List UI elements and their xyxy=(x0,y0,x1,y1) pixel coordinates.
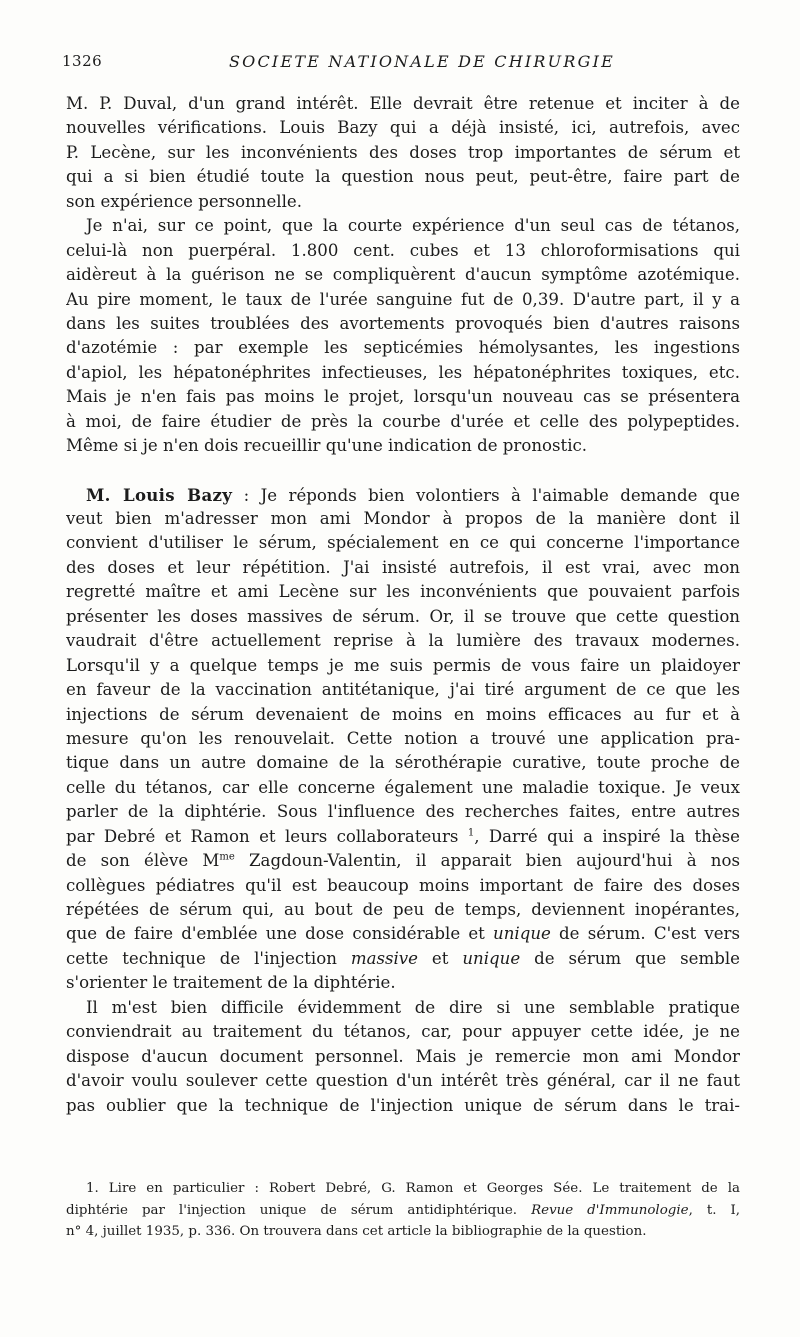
text-line: celui-là non puerpéral. 1.800 cent. cubes et 13 chloroformisations qui xyxy=(66,240,740,260)
journal-title: Revue d'Immunologie xyxy=(531,1202,689,1218)
text-fragment: : Je réponds bien volontiers à l'aimable demande que xyxy=(232,485,740,505)
text-line: d'avoir voulu soulever cette question d'un intérêt très général, car il ne faut xyxy=(66,1071,740,1091)
emphasis: massive xyxy=(350,948,418,968)
text-fragment: de son élève M xyxy=(66,851,220,871)
text-line: d'apiol, les hépatonéphrites infectieuses, les hépatonéphrites toxiques, etc. xyxy=(66,362,740,382)
text-line xyxy=(66,849,740,873)
paragraph-gap xyxy=(66,459,740,483)
text-line: Même si je n'en dois recueillir qu'une indication de pronostic. xyxy=(66,436,588,456)
text-line: M. P. Duval, d'un grand intérêt. Elle devrait être retenue et inciter à de xyxy=(66,94,740,113)
text-line: s'orienter le traitement de la diphtérie. xyxy=(66,973,396,993)
text-line: répétées de sérum qui, au bout de peu de temps, deviennent inopérantes, xyxy=(66,900,740,919)
text-line: Lorsqu'il y a quelque temps je me suis permis de vous faire un plaidoyer xyxy=(66,655,740,675)
text-fragment: de sérum que semble xyxy=(520,948,740,968)
text-fragment: par Debré et Ramon et leurs collaborateurs xyxy=(66,826,468,846)
footnote-line xyxy=(66,1200,740,1222)
text-fragment: cette technique de l'injection xyxy=(66,948,351,968)
text-line: tique dans un autre domaine de la sérothérapie curative, toute proche de xyxy=(66,753,740,773)
text-line: présenter les doses massives de sérum. Or, il se trouve que cette question xyxy=(66,606,740,626)
page-header xyxy=(62,52,742,76)
text-line: des doses et leur répétition. J'ai insisté autrefois, il est vrai, avec mon xyxy=(66,557,740,577)
footnote-line: 1. Lire en particulier : Robert Debré, G. Ramon et Georges Sée. Le traitement de la xyxy=(86,1181,740,1196)
text-line: veut bien m'adresser mon ami Mondor à propos de la manière dont il xyxy=(66,509,740,528)
text-line: qui a si bien étudié toute la question nous peut, peut-être, faire part de xyxy=(66,167,740,187)
text-fragment: , t. I, xyxy=(688,1202,740,1218)
speaker-name: M. Louis Bazy xyxy=(86,484,233,505)
text-line: Je n'ai, sur ce point, que la courte expérience d'un seul cas de tétanos, xyxy=(86,216,740,236)
text-fragment: que de faire d'emblée une dose considérable et xyxy=(66,924,494,944)
text-line: nouvelles vérifications. Louis Bazy qui a déjà insisté, ici, autrefois, avec xyxy=(66,118,740,138)
footnote-line: n° 4, juillet 1935, p. 336. On trouvera dans cet article la bibliographie de la question. xyxy=(66,1224,647,1239)
text-fragment: Zagdoun-Valentin, il apparait bien aujourd'hui à nos xyxy=(234,851,740,871)
text-fragment: diphtérie par l'injection unique de sérum antidiphtérique. xyxy=(66,1202,532,1218)
text-line: son expérience personnelle. xyxy=(66,191,303,211)
text-line: convient d'utiliser le sérum, spécialement en ce qui concerne l'importance xyxy=(66,533,740,553)
text-line: Mais je n'en fais pas moins le projet, lorsqu'un nouveau cas se présentera xyxy=(66,387,740,407)
text-line: Il m'est bien difficile évidemment de dire si une semblable pratique xyxy=(86,997,740,1017)
text-line: celle du tétanos, car elle concerne également une maladie toxique. Je veux xyxy=(66,777,740,797)
page-number: 1326 xyxy=(62,52,103,70)
text-fragment: de sérum. C'est vers xyxy=(550,924,740,944)
text-line xyxy=(66,947,740,971)
body-text xyxy=(66,92,740,1118)
text-line: aidèreut à la guérison ne se compliquèrent d'aucun symptôme azotémique. xyxy=(66,265,740,285)
footnote-marker: 1 xyxy=(467,827,475,839)
text-line: Au pire moment, le taux de l'urée sanguine fut de 0,39. D'autre part, il y a xyxy=(66,289,740,309)
superscript: me xyxy=(219,851,235,863)
text-fragment: et xyxy=(418,948,463,968)
text-line: pas oublier que la technique de l'injection unique de sérum dans le trai- xyxy=(66,1095,740,1115)
text-line: dispose d'aucun document personnel. Mais je remercie mon ami Mondor xyxy=(66,1046,740,1066)
text-line: dans les suites troublées des avortements provoqués bien d'autres raisons xyxy=(66,313,740,333)
text-line: P. Lecène, sur les inconvénients des doses trop importantes de sérum et xyxy=(66,142,740,162)
text-line xyxy=(66,825,740,849)
text-line xyxy=(66,922,740,946)
text-line: à moi, de faire étudier de près la courbe d'urée et celle des polypeptides. xyxy=(66,411,740,431)
text-line: conviendrait au traitement du tétanos, car, pour appuyer cette idée, je ne xyxy=(66,1022,740,1042)
text-fragment: , Darré qui a inspiré la thèse xyxy=(474,826,740,846)
text-line: mesure qu'on les renouvelait. Cette notion a trouvé une application pra- xyxy=(66,728,740,748)
text-line: regretté maître et ami Lecène sur les inconvénients que pouvaient parfois xyxy=(66,582,740,602)
text-line: vaudrait d'être actuellement reprise à la lumière des travaux modernes. xyxy=(66,631,740,651)
running-title: SOCIETE NATIONALE DE CHIRURGIE xyxy=(229,52,615,71)
text-line xyxy=(66,483,740,507)
emphasis: unique xyxy=(493,924,551,944)
text-line: en faveur de la vaccination antitétanique, j'ai tiré argument de ce que les xyxy=(66,680,740,700)
emphasis: unique xyxy=(462,948,521,968)
text-line: parler de la diphtérie. Sous l'influence des recherches faites, entre autres xyxy=(66,802,740,822)
text-line: d'azotémie : par exemple les septicémies hémolysantes, les ingestions xyxy=(66,338,740,358)
footnotes xyxy=(66,1178,740,1243)
text-line: injections de sérum devenaient de moins en moins efficaces au fur et à xyxy=(66,704,740,724)
text-line: collègues pédiatres qu'il est beaucoup moins important de faire des doses xyxy=(66,875,740,895)
